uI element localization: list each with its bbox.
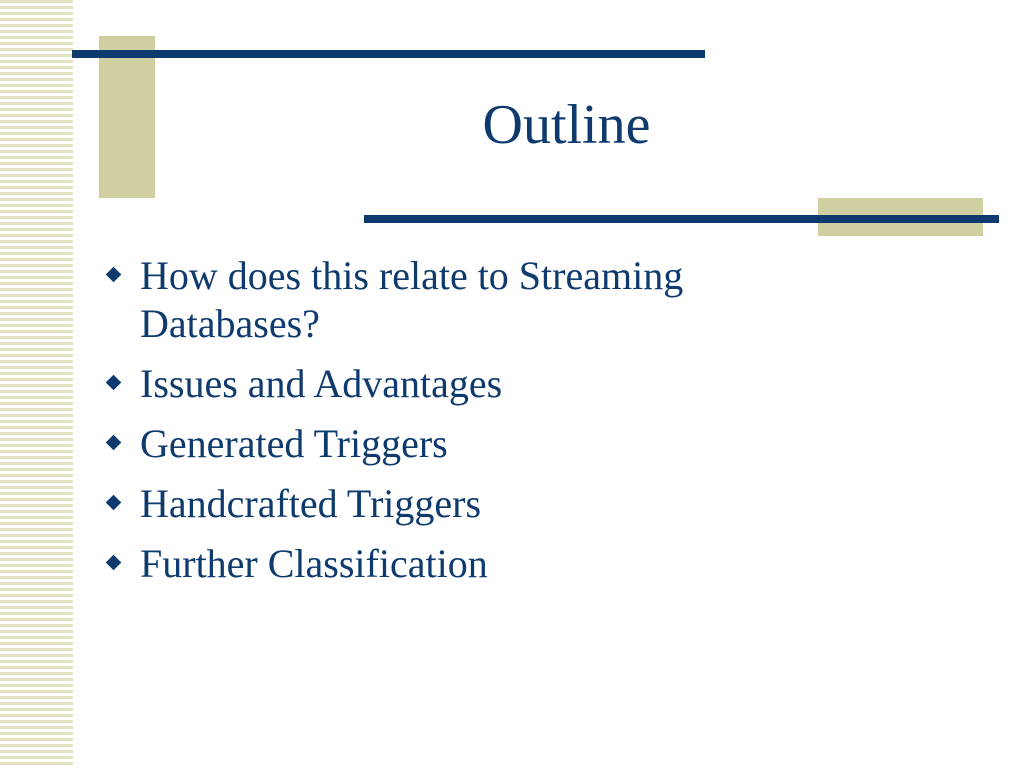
bullet-item: [100, 252, 800, 348]
slide-title: Outline: [482, 94, 651, 156]
bullet-item: [100, 480, 800, 528]
left-stripe-decoration: [0, 0, 73, 768]
diamond-bullet-icon: [106, 375, 122, 391]
bullet-text: Further Classification: [140, 541, 488, 586]
diamond-bullet-icon: [106, 495, 122, 511]
bullet-item: [100, 540, 800, 588]
diamond-bullet-icon: [106, 555, 122, 571]
bullet-text: How does this relate to Streaming Databases?: [140, 253, 684, 346]
bullet-item: [100, 360, 800, 408]
diamond-bullet-icon: [106, 435, 122, 451]
top-rule: [72, 50, 705, 58]
bullet-text: Handcrafted Triggers: [140, 481, 482, 526]
top-accent-block: [99, 36, 155, 198]
diamond-bullet-icon: [106, 267, 122, 283]
bullet-text: Issues and Advantages: [140, 361, 503, 406]
bullet-item: [100, 420, 800, 468]
bullet-text: Generated Triggers: [140, 421, 448, 466]
bullet-list: [100, 252, 800, 600]
bottom-rule: [364, 215, 999, 223]
